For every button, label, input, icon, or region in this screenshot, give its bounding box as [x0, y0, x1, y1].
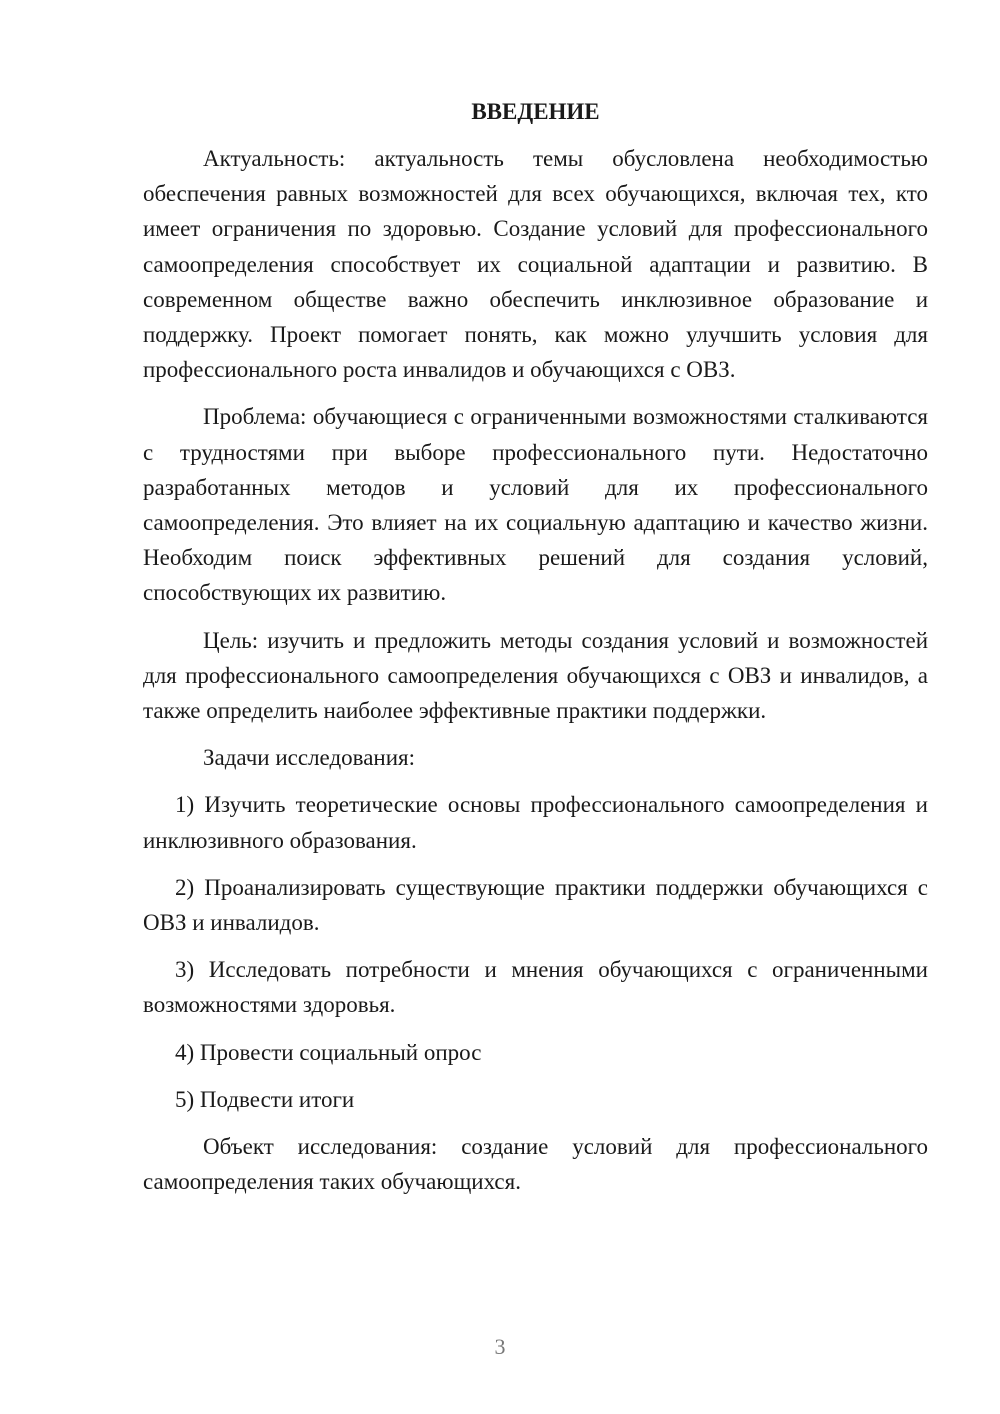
page-content: [143, 94, 928, 1211]
paragraph-tasks-heading: Задачи исследования:: [203, 745, 416, 771]
task-item-3: 3) Исследовать потребности и мнения обучающихся с ограниченными возможностями здоровья.: [143, 957, 928, 1018]
paragraph-object: Объект исследования: создание условий для профессионального самоопределения таких обучающихся.: [143, 1134, 928, 1195]
page-number: 3: [494, 1334, 506, 1359]
task-item-1: 1) Изучить теоретические основы профессионального самоопределения и инклюзивного образования.: [143, 792, 928, 853]
task-item-5: 5) Подвести итоги: [175, 1086, 355, 1112]
task-item-2: 2) Проанализировать существующие практики поддержки обучающихся с ОВЗ и инвалидов.: [143, 874, 928, 936]
task-item-4: 4) Провести социальный опрос: [175, 1039, 482, 1065]
section-title: ВВЕДЕНИЕ: [471, 99, 600, 124]
paragraph-problem: Проблема: обучающиеся с ограниченными возможностями сталкиваются с трудностями при выборе профессионального пути. Недостаточно разработанных методов и условий для их профессионального самоопределения. Это влияет на их социальную адаптацию и качество жизни. Необходим поиск эффективных решений для создания условий, способствующих их развитию.: [143, 404, 928, 606]
paragraph-goal: Цель: изучить и предложить методы создания условий и возможностей для профессионального самоопределения обучающихся с ОВЗ и инвалидов, а также определить наиболее эффективные практики поддержки.: [143, 627, 928, 724]
paragraph-relevance: Актуальность: актуальность темы обусловлена необходимостью обеспечения равных возможностей для всех обучающихся, включая тех, кто имеет ограничения по здоровью. Создание условий для профессионального самоопределения способствует их социальной адаптации и развитию. В современном обществе важно обеспечить инклюзивное образование и поддержку. Проект помогает понять, как можно улучшить условия для профессионального роста инвалидов и обучающихся с ОВЗ.: [143, 146, 928, 383]
